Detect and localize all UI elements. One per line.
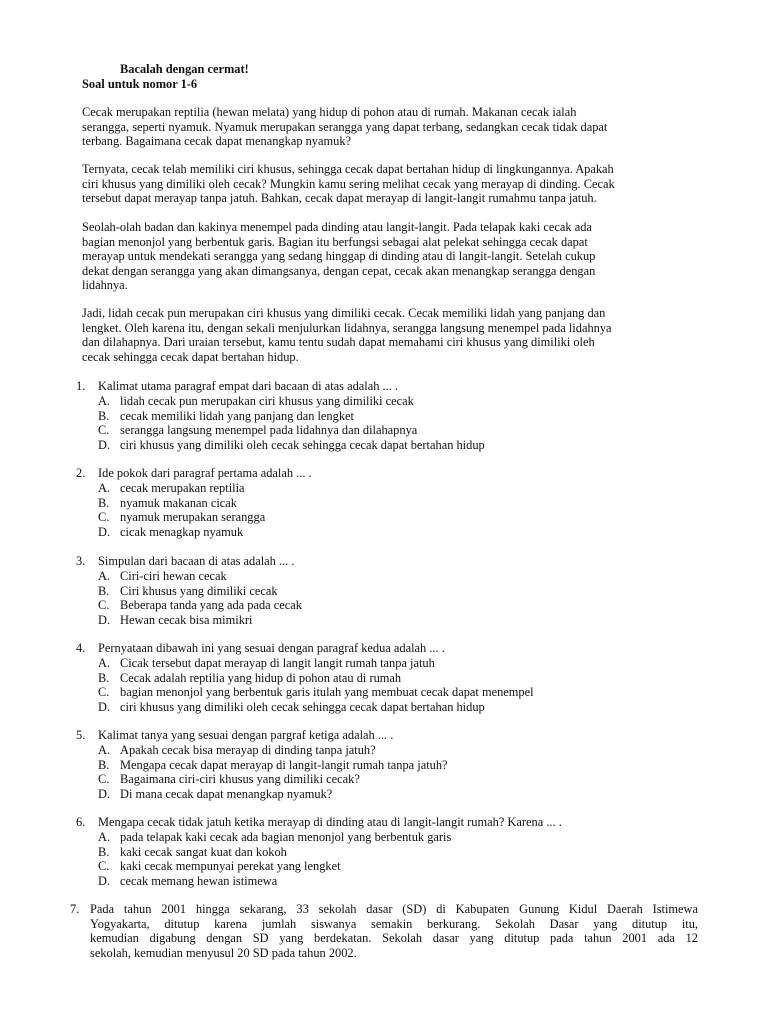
question-number: 6. (76, 815, 86, 829)
question-7-text (90, 902, 698, 960)
option-text: nyamuk makanan cicak (120, 495, 237, 510)
option-letter: C. (98, 598, 110, 612)
question-line: kemudian digabung dengan SD yang berdekatan. Sekolah dasar yang ditutup pada tahun 2001 ada 12 (90, 931, 698, 946)
question-stem: Mengapa cecak tidak jatuh ketika merayap di dinding atau di langit-langit rumah? Karena ... . (98, 815, 562, 829)
option-letter: A. (98, 569, 111, 583)
option-text: ciri khusus yang dimiliki oleh cecak sehingga cecak dapat bertahan hidup (120, 699, 485, 714)
option-text: ciri khusus yang dimiliki oleh cecak sehingga cecak dapat bertahan hidup (120, 437, 485, 452)
option-text: Di mana cecak dapat menangkap nyamuk? (120, 786, 333, 801)
option-text: Mengapa cecak dapat merayap di langit-langit rumah tanpa jatuh? (120, 757, 448, 772)
passage-paragraph-3 (82, 220, 702, 293)
option-a[interactable] (98, 481, 245, 496)
passage-line: bagian menonjol yang berbentuk garis. Bagian itu berfungsi sebagai alat pelekat sehingga cecak dapat (82, 234, 588, 249)
option-letter: A. (98, 656, 111, 670)
question-number: 2. (76, 466, 86, 480)
option-d[interactable] (98, 787, 332, 802)
question-stem: Pernyataan dibawah ini yang sesuai dengan paragraf kedua adalah ... . (98, 641, 445, 655)
question-line: sekolah, kemudian menyusul 20 SD pada tahun 2002. (90, 945, 357, 960)
option-text: kaki cecak sangat kuat dan kokoh (120, 844, 287, 859)
option-c[interactable] (98, 510, 265, 525)
option-letter: A. (98, 743, 111, 757)
option-text: Apakah cecak bisa merayap di dinding tanpa jatuh? (120, 743, 376, 757)
option-d[interactable] (98, 525, 243, 540)
option-b[interactable] (98, 845, 287, 860)
question-stem: Kalimat utama paragraf empat dari bacaan di atas adalah ... . (98, 379, 398, 393)
option-letter: B. (98, 583, 110, 598)
option-letter: A. (98, 394, 111, 408)
option-letter: C. (98, 510, 110, 524)
option-letter: D. (98, 786, 111, 801)
passage-paragraph-2 (82, 162, 702, 206)
option-text: cecak merupakan reptilia (120, 481, 245, 495)
option-text: cecak memiliki lidah yang panjang dan lengket (120, 408, 354, 423)
passage-line: Seolah-olah badan dan kakinya menempel pada dinding atau langit-langit. Pada telapak kaki cecak ada (82, 220, 592, 234)
option-text: cecak memang hewan istimewa (120, 873, 278, 888)
option-text: Hewan cecak bisa mimikri (120, 612, 253, 627)
question-range-subtitle: Soal untuk nomor 1-6 (82, 77, 198, 91)
option-text: lidah cecak pun merupakan ciri khusus yang dimiliki cecak (120, 394, 414, 408)
option-b[interactable] (98, 671, 401, 686)
passage-paragraph-1 (82, 105, 702, 149)
question-stem: Ide pokok dari paragraf pertama adalah ... . (98, 466, 312, 480)
passage-line: terbang. Bagaimana cecak dapat menangkap nyamuk? (82, 134, 352, 149)
passage-line: serangga, seperti nyamuk. Nyamuk merupakan serangga yang dapat terbang, sedangkan cecak tidak dapat (82, 119, 608, 134)
option-a[interactable] (98, 569, 227, 584)
option-letter: B. (98, 757, 110, 772)
passage-line: dan dilahapnya. Dari uraian tersebut, kamu tentu sudah dapat memahami ciri khusus yang dimiliki oleh (82, 335, 595, 350)
question-number: 4. (76, 641, 86, 655)
option-letter: D. (98, 699, 111, 714)
passage-line: lidahnya. (82, 278, 128, 293)
option-letter: B. (98, 495, 110, 510)
option-letter: D. (98, 437, 111, 452)
option-letter: A. (98, 481, 111, 495)
passage-line: Ternyata, cecak telah memiliki ciri khusus, sehingga cecak dapat bertahan hidup di lingkungannya. Apakah (82, 162, 614, 176)
option-letter: B. (98, 844, 110, 859)
option-d[interactable] (98, 700, 485, 715)
option-text: serangga langsung menempel pada lidahnya dan dilahapnya (120, 423, 418, 437)
question-number: 7. (70, 902, 80, 916)
option-letter: C. (98, 772, 110, 786)
option-c[interactable] (98, 772, 360, 787)
option-d[interactable] (98, 874, 277, 889)
option-letter: D. (98, 612, 111, 627)
option-letter: D. (98, 524, 111, 539)
option-letter: B. (98, 670, 110, 685)
instruction-heading: Bacalah dengan cermat! (120, 62, 249, 76)
option-text: bagian menonjol yang berbentuk garis itulah yang membuat cecak dapat menempel (120, 685, 534, 699)
option-letter: C. (98, 859, 110, 873)
option-b[interactable] (98, 584, 278, 599)
option-letter: B. (98, 408, 110, 423)
question-line: Yogyakarta, ditutup karena jumlah siswanya semakin berkurang. Sekolah Dasar yang ditutup itu, (90, 916, 698, 931)
option-c[interactable] (98, 859, 341, 874)
option-letter: D. (98, 873, 111, 888)
passage-paragraph-4 (82, 306, 702, 364)
option-letter: A. (98, 830, 111, 844)
question-stem: Kalimat tanya yang sesuai dengan pargraf ketiga adalah ... . (98, 728, 394, 742)
option-letter: C. (98, 685, 110, 699)
option-text: nyamuk merupakan serangga (120, 510, 266, 524)
option-text: cicak menagkap nyamuk (120, 524, 244, 539)
option-text: Bagaimana ciri-ciri khusus yang dimiliki cecak? (120, 772, 360, 786)
option-c[interactable] (98, 423, 417, 438)
passage-line: cecak sehingga cecak dapat bertahan hidup. (82, 349, 299, 364)
option-a[interactable] (98, 394, 414, 409)
passage-line: dekat dengan serangga yang akan dimangsanya, dengan cepat, cecak akan menangkap serangga dengan (82, 263, 596, 278)
option-text: Cicak tersebut dapat merayap di langit langit rumah tanpa jatuh (120, 656, 435, 670)
option-a[interactable] (98, 656, 435, 671)
question-number: 3. (76, 554, 86, 568)
question-number: 1. (76, 379, 86, 393)
option-d[interactable] (98, 438, 485, 453)
option-a[interactable] (98, 830, 451, 845)
option-text: kaki cecak mempunyai perekat yang lengket (120, 859, 341, 873)
question-stem: Simpulan dari bacaan di atas adalah ... . (98, 554, 295, 568)
option-text: Cecak adalah reptilia yang hidup di pohon atau di rumah (120, 670, 402, 685)
option-b[interactable] (98, 758, 448, 773)
passage-line: Jadi, lidah cecak pun merupakan ciri khusus yang dimiliki cecak. Cecak memiliki lidah yang panjang dan (82, 306, 606, 320)
option-b[interactable] (98, 409, 354, 424)
question-line: Pada tahun 2001 hingga sekarang, 33 sekolah dasar (SD) di Kabupaten Gunung Kidul Daerah Istimewa (90, 902, 698, 916)
option-text: Beberapa tanda yang ada pada cecak (120, 598, 302, 612)
passage-line: lengket. Oleh karena itu, dengan sekali menjulurkan lidahnya, serangga langsung menempel pada lidahnya (82, 320, 612, 335)
option-c[interactable] (98, 598, 302, 613)
option-c[interactable] (98, 685, 534, 700)
passage-line: ciri khusus yang dimiliki oleh cecak? Mungkin kamu sering melihat cecak yang merayap di dinding. Cecak (82, 176, 615, 191)
passage-line: merayap untuk mendekati serangga yang sedang hinggap di dinding atau di langit-langit. Setelah cukup (82, 249, 596, 264)
option-b[interactable] (98, 496, 237, 511)
option-text: Ciri-ciri hewan cecak (120, 569, 227, 583)
option-letter: C. (98, 423, 110, 437)
passage-line: Cecak merupakan reptilia (hewan melata) yang hidup di pohon atau di rumah. Makanan cecak ialah (82, 105, 577, 119)
question-number: 5. (76, 728, 86, 742)
option-d[interactable] (98, 613, 252, 628)
option-a[interactable] (98, 743, 376, 758)
option-text: pada telapak kaki cecak ada bagian menonjol yang berbentuk garis (120, 830, 452, 844)
option-text: Ciri khusus yang dimiliki cecak (120, 583, 278, 598)
passage-line: tersebut dapat merayap tanpa jatuh. Bahkan, cecak dapat merayap di langit-langit rumahmu tanpa jatuh. (82, 191, 597, 206)
